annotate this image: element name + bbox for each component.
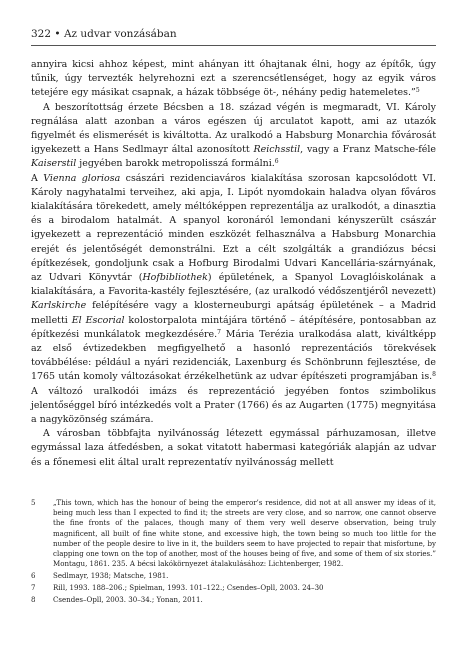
- footnote-ref-8[interactable]: 8: [432, 371, 436, 379]
- paragraph-3-text-1: A: [31, 172, 44, 184]
- term-karlskirche: Karlskirche: [31, 300, 87, 312]
- paragraph-2-text-2: , vagy a Franz Matsche-féle: [300, 144, 436, 156]
- footnote-ref-5[interactable]: 5: [415, 87, 420, 95]
- paragraph-3-text-7: A változó uralkodói imázs és reprezentáció jegyében fontos szimbolikus jelentőséggel bíró intézkedés volt a Prater (1766) és az Augarten (1775) megnyitása a nagyközönség számára.: [31, 385, 436, 426]
- paragraph-2: [31, 101, 436, 172]
- footnote-6: [31, 571, 436, 581]
- footnote-5: [31, 498, 436, 569]
- running-title: Az udvar vonzásában: [63, 28, 177, 40]
- paragraph-4-text: A városban többfajta nyilvánosság létezett egymással párhuzamosan, illetve egymással laza átfedésben, a sokat vitatott habermasi kategóriák alapján az udvar és a főnemesi elit által uralt reprezentatív nyilvánosság mellett: [31, 428, 436, 468]
- paragraph-3-text-3: ) épületének, a Spanyol Lovaglóiskolának a kialakítására, a Favorita-kastély fejlesztésére, (az uralkodó védőszentjéről nevezett): [31, 272, 436, 298]
- footnote-7: [31, 583, 436, 593]
- running-header: [31, 28, 436, 41]
- paragraph-1: [31, 58, 436, 101]
- footnote-ref-7[interactable]: 7: [217, 328, 221, 336]
- paragraph-3-text-4: felépítésére vagy a klosterneuburgi apátság épületének – a Madrid melletti: [31, 300, 436, 326]
- paragraph-3-text-2: császári rezidenciaváros kialakítása szorosan kapcsolódott VI. Károly nagyhatalmi terveihez, aki apja, I. Lipót nyomdokain haladva olyan főváros kialakítására törekedett, amely méltóképpen reprezentálja az uralkodót, a dinasztia és a birodalom hatalmát. A spanyol koronáról lemondani kényszerült császár igyekezett a reprezentáció minden eszközét felhasználva a Habsburg Monarchia erejét és jelentőségét demonstrálni. Ezt a célt szolgálták a grandiózus bécsi építkezések, gondoljunk csak a Hofburg Birodalmi Udvari Kancelláriа-szárnyának, az Udvari Könyvtár (: [31, 172, 436, 284]
- term-hofbibliothek: Hofbibliothek: [142, 272, 208, 284]
- term-el-escorial: El Escorial: [71, 314, 125, 326]
- term-kaiserstil: Kaiserstil: [31, 158, 77, 170]
- header-bullet: •: [54, 28, 61, 40]
- footnote-number: 5: [31, 498, 36, 507]
- paragraph-2-text-1: A beszorítottság érzete Bécsben a 18. század végén is megmaradt, VI. Károly regnálása alatt azonban a város egészen új arculatot kapott, ami az utazók figyelmét és elismerését is kiváltotta. Az uralkodó a Habsburg Monarchia fővárosát igyekezett a Hans Sedlmayr által azonosított: [31, 101, 436, 156]
- term-reichsstil: Reichsstil: [253, 144, 301, 156]
- footnotes: [31, 498, 436, 606]
- paragraph-4: [31, 427, 436, 470]
- footnote-number: 6: [31, 571, 36, 581]
- term-vienna-gloriosa: Vienna gloriosa: [43, 172, 121, 184]
- main-text: [31, 58, 436, 470]
- footnote-number: 7: [31, 582, 36, 592]
- header-rule: [31, 45, 436, 46]
- footnote-text: Csendes–Opll, 2003. 30–34.; Yonan, 2011.: [53, 594, 203, 604]
- footnote-number: 8: [31, 594, 36, 604]
- page-number: 322: [31, 28, 52, 40]
- paragraph-3-text-5: kolostorpalota mintájára történő – átépítésére, pontosabban az építkezési munkálatok megkezdésére.: [31, 314, 436, 340]
- footnote-text: Sedlmayr, 1938; Matsche, 1981.: [53, 571, 169, 581]
- footnote-ref-6[interactable]: 6: [274, 158, 279, 166]
- paragraph-1-text: annyira kicsi ahhoz képest, mint ahányan itt óhajtanak élni, hogy az építők, úgy tűnik, úgy tervezték helyrehozni ezt a szerencsétlenséget, hogy az egyik város tetejére egy másikat csapnak, a házak többsége öt-, néhány pedig hatemeletes.”: [31, 59, 436, 99]
- footnote-8: [31, 595, 436, 605]
- footnote-text: Rill, 1993. 188–206.; Spielman, 1993. 101–122.; Csendes–Opll, 2003. 24–30: [53, 582, 324, 592]
- paragraph-3-text-6: Mária Terézia uralkodása alatt, kiváltképp az első évtizedekben megfigyelhető a hasonló reprezentációs törekvések továbbélése: például a nyári rezidenciák, Laxenburg és Schönbrunn fejlesztése, de 1765 után komoly változásokat érzékelhetünk az udvar építészeti programjában is.: [31, 328, 437, 383]
- paragraph-3: [31, 172, 436, 428]
- paragraph-2-text-3: jegyében barokk metropolisszá formálni.: [76, 158, 275, 170]
- footnote-text: „This town, which has the honour of being the emperor’s residence, did not at all answer my ideas of it, being much less than I expected to find it; the streets are very close, and so narrow, one cannot observe the fine fronts of the palaces, though many of them very well deserve observation, being truly magnificent, all built of fine white stone, and excessive high, the town being so much too little for the number of the people desire to live in it, the builders seem to have projected to repair that misfortune, by clapping one town on the top of another, most of the houses being of five, and some of them of six stories.” Montagu, 1861. 235. A bécsi lakókörnyezet átalakulásához: Lichtenberger, 1982.: [53, 498, 436, 569]
